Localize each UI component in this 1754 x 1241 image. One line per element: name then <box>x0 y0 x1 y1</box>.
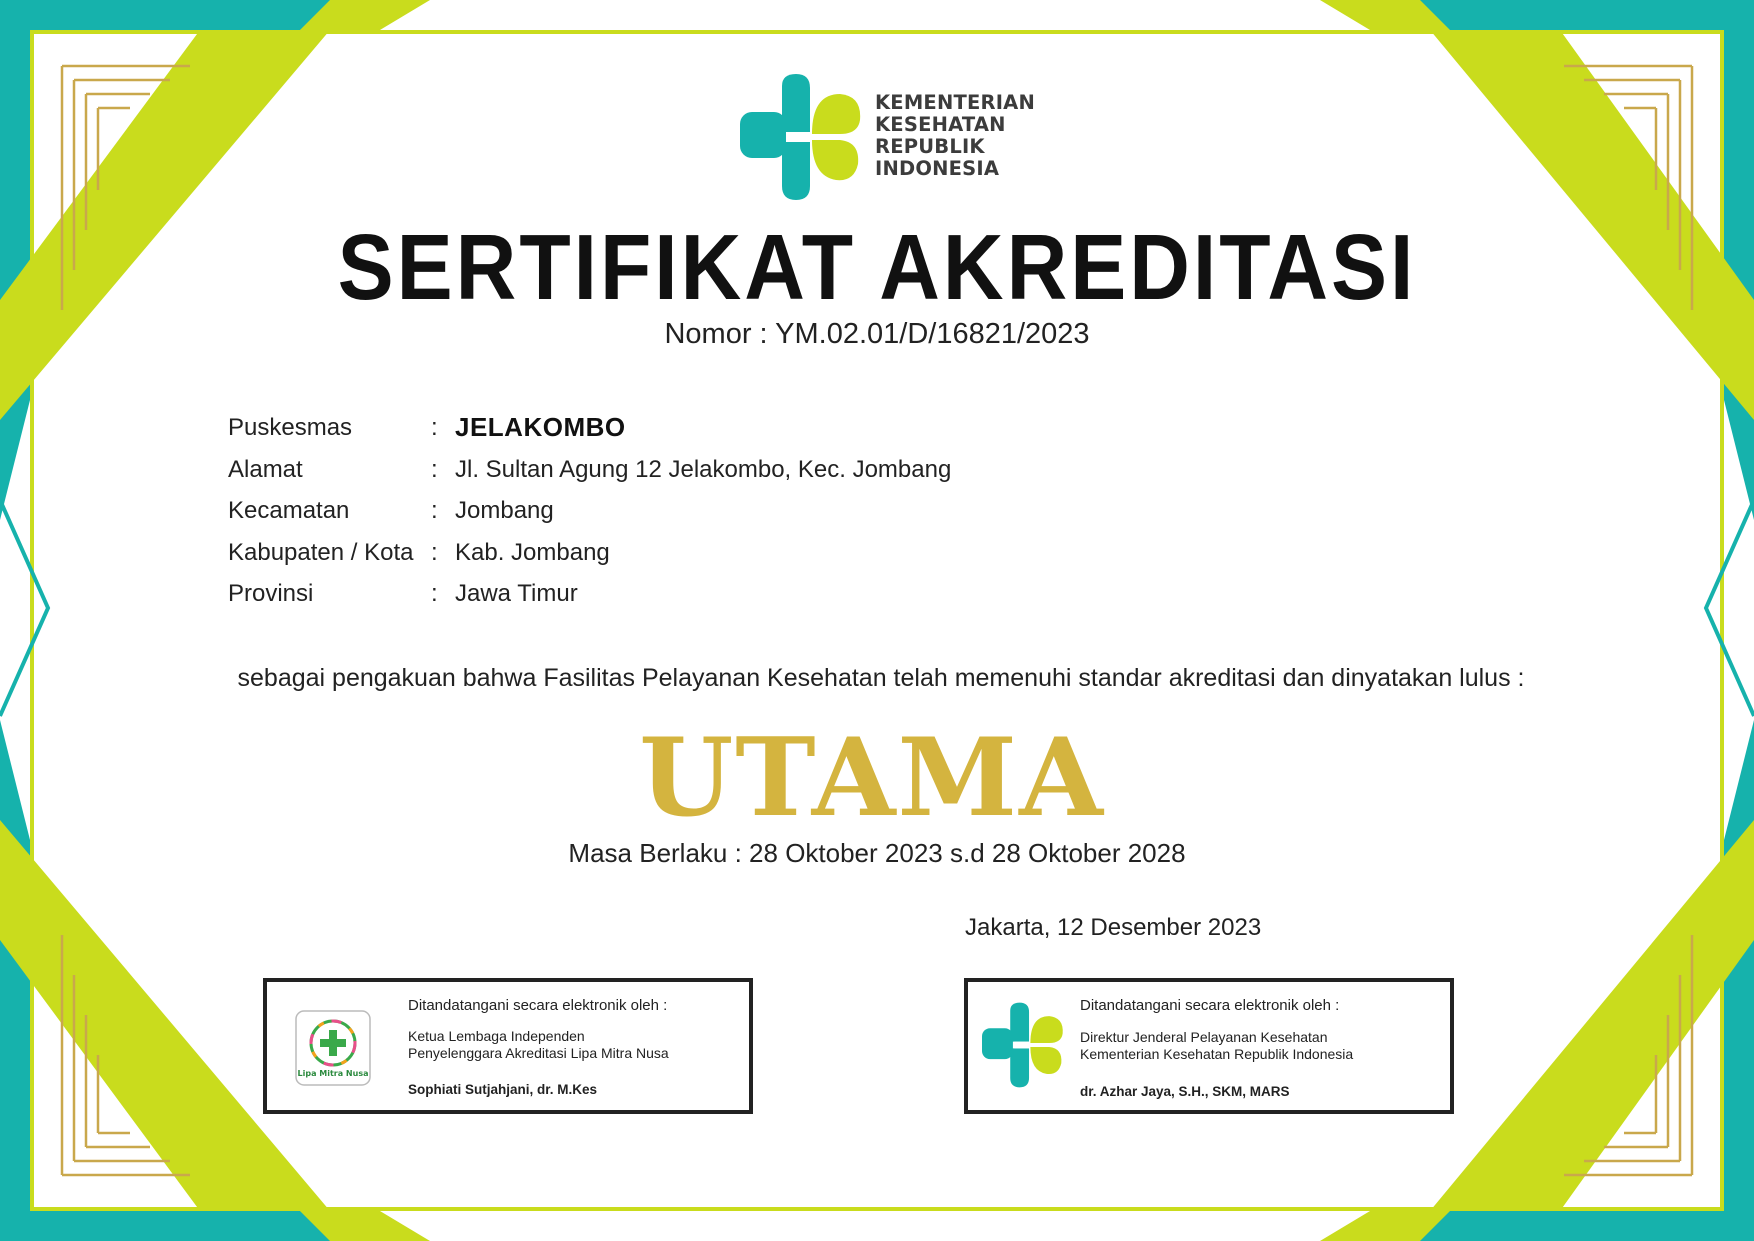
certificate-number: Nomor : YM.02.01/D/16821/2023 <box>664 318 1090 350</box>
signature-heading: Ditandatangani secara elektronik oleh : <box>1080 997 1340 1014</box>
signer-position-line-2: Kementerian Kesehatan Republik Indonesia <box>1080 1046 1354 1062</box>
svg-text:Lipa Mitra Nusa: Lipa Mitra Nusa <box>297 1069 369 1078</box>
ministry-name-line-1: KEMENTERIAN <box>875 91 1035 114</box>
signer-position-line-2: Penyelenggara Akreditasi Lipa Mitra Nusa <box>408 1045 669 1061</box>
recognition-statement: sebagai pengakuan bahwa Fasilitas Pelayanan Kesehatan telah memenuhi standar akreditasi dan dinyatakan lulus : <box>237 664 1525 692</box>
validity-period: Masa Berlaku : 28 Oktober 2023 s.d 28 Oktober 2028 <box>568 838 1186 868</box>
info-label: Kecamatan <box>228 497 350 524</box>
info-colon: : <box>431 580 438 607</box>
signer-name: dr. Azhar Jaya, S.H., SKM, MARS <box>1080 1084 1290 1099</box>
ministry-emblem-icon <box>982 1002 1066 1088</box>
signature-heading: Ditandatangani secara elektronik oleh : <box>408 997 668 1014</box>
ministry-name-line-3: REPUBLIK <box>875 135 985 158</box>
lipa-mitra-nusa-logo-icon <box>295 1010 371 1086</box>
signer-name: Sophiati Sutjahjani, dr. M.Kes <box>408 1082 598 1097</box>
ministry-name <box>875 92 1035 180</box>
ministry-emblem-icon <box>740 74 865 200</box>
info-value: Jawa Timur <box>455 580 578 607</box>
ministry-logo <box>740 74 1035 200</box>
info-value: Jl. Sultan Agung 12 Jelakombo, Kec. Jombang <box>455 455 952 483</box>
certificate-title: SERTIFIKAT AKREDITASI <box>337 215 1417 319</box>
info-colon: : <box>431 455 438 483</box>
place-and-date: Jakarta, 12 Desember 2023 <box>965 914 1262 941</box>
signature-box-left <box>263 978 753 1114</box>
accreditation-grade: UTAMA <box>639 715 1105 841</box>
signature-box-right <box>964 978 1454 1114</box>
info-value: Jombang <box>455 497 554 524</box>
ministry-name-line-2: KESEHATAN <box>875 113 1006 136</box>
info-label: Kabupaten / Kota <box>228 538 414 566</box>
info-colon: : <box>431 538 438 566</box>
info-value: JELAKOMBO <box>455 412 626 442</box>
info-value: Kab. Jombang <box>455 538 610 566</box>
ministry-name-line-4: INDONESIA <box>875 157 1000 180</box>
signer-position-line-1: Direktur Jenderal Pelayanan Kesehatan <box>1080 1029 1328 1045</box>
info-label: Provinsi <box>228 580 314 607</box>
info-label: Puskesmas <box>228 414 353 441</box>
signer-position-line-1: Ketua Lembaga Independen <box>408 1028 585 1044</box>
info-label: Alamat <box>228 455 303 483</box>
info-colon: : <box>431 414 438 441</box>
info-colon: : <box>431 497 438 524</box>
